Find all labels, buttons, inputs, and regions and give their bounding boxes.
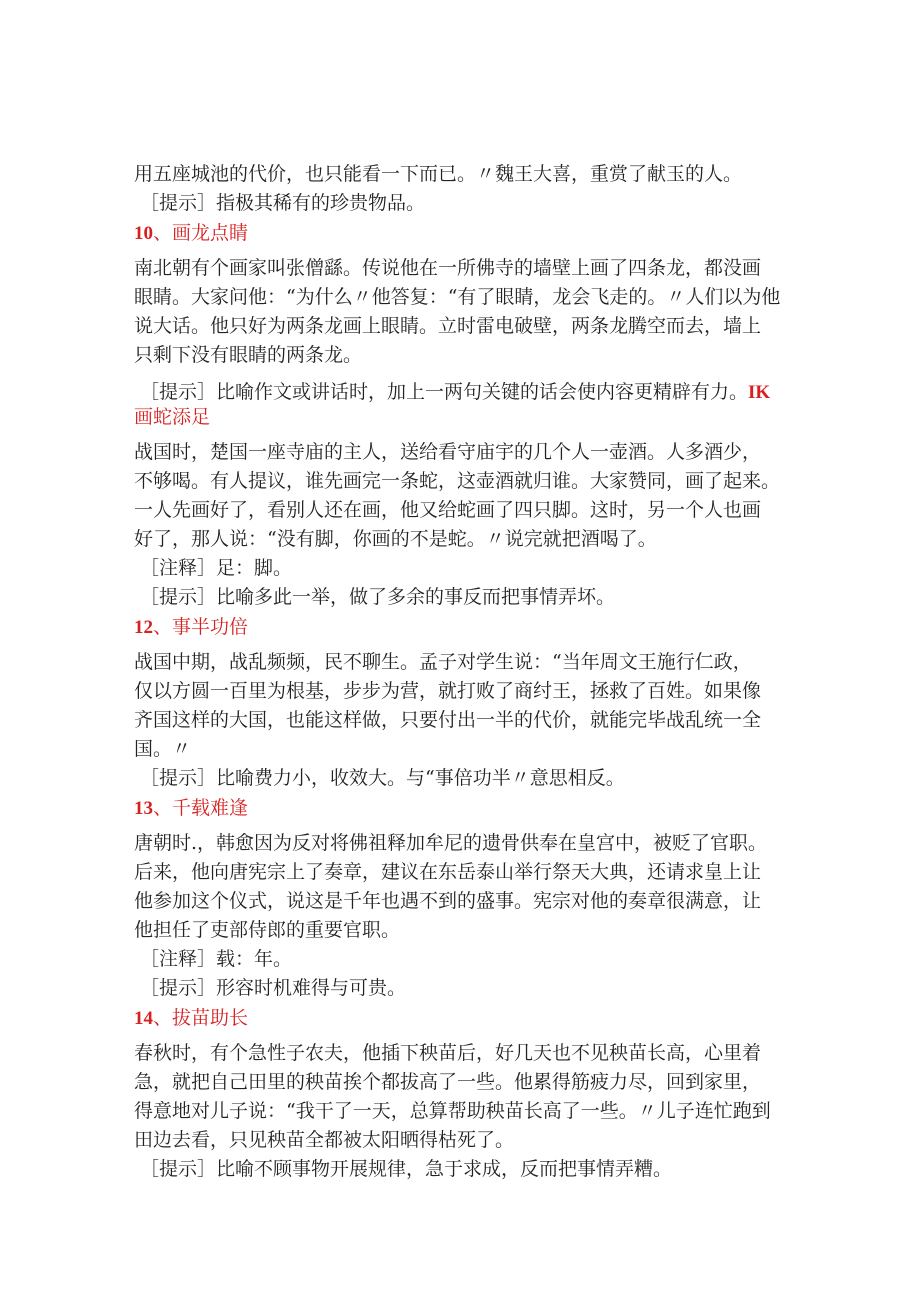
sec12-line-4: 国。〃 xyxy=(134,738,192,760)
section-title-14 xyxy=(134,1004,794,1033)
section-name: 千载难逢 xyxy=(172,797,249,819)
sec14-line-1: 春秋时，有个急性子农夫，他插下秧苗后，好几天也不见秧苗长高，心里着 xyxy=(134,1042,762,1064)
sec11-line-3: 一人先画好了，看别人还在画，他又给蛇画了四只脚。这时，另一个人也画 xyxy=(134,499,762,521)
sec11-line-1: 战国时，楚国一座寺庙的主人，送给看守庙宇的几个人一壶酒。人多酒少， xyxy=(134,441,762,463)
sec12-line-1: 战国中期，战乱频频，民不聊生。孟子对学生说：“当年周文王施行仁政， xyxy=(134,651,752,673)
spacer xyxy=(134,370,794,378)
section-number: 13 xyxy=(134,798,153,819)
section-name: 画龙点睛 xyxy=(172,222,249,244)
section-separator: 、 xyxy=(153,616,173,638)
sec14-line-2: 急，就把自己田里的秧苗挨个都拔高了一些。他累得筋疲力尽，回到家里， xyxy=(134,1071,762,1093)
section-name: 事半功倍 xyxy=(172,616,249,638)
sec11-line-4: 好了，那人说：“没有脚，你画的不是蛇。〃说完就把酒喝了。 xyxy=(134,528,657,550)
intro-line: 用五座城池的代价，也只能看一下而已。〃魏王大喜，重赏了献玉的人。 xyxy=(134,163,743,185)
section-title-11 xyxy=(134,403,794,432)
sec13-hint: ［提示］形容时机难得与可贵。 xyxy=(140,977,407,999)
sec10-line-4: 只剩下没有眼睛的两条龙。 xyxy=(134,344,363,366)
sec13-line-3: 他参加这个仪式，说这是千年也遇不到的盛事。宪宗对他的奏章很满意，让 xyxy=(134,890,762,912)
sec10-line-1: 南北朝有个画家叫张僧繇。传说他在一所佛寺的墙壁上画了四条龙，都没画 xyxy=(134,257,762,279)
sec13-note: ［注释］载：年。 xyxy=(140,948,293,970)
section-number: 10 xyxy=(134,223,153,244)
section-title-12 xyxy=(134,613,794,642)
sec13-line-2: 后来，他向唐宪宗上了奏章，建议在东岳泰山举行祭天大典，还请求皇上让 xyxy=(134,861,762,883)
section-separator: 、 xyxy=(153,1007,173,1029)
sec10-hint xyxy=(140,378,794,407)
section-number: 14 xyxy=(134,1008,153,1029)
sec11-note: ［注释］足：脚。 xyxy=(140,557,293,579)
intro-hint: ［提示］指极其稀有的珍贵物品。 xyxy=(140,192,426,214)
hint-text: ［提示］比喻作文或讲话时，加上一两句关键的话会使内容更精辟有力。 xyxy=(140,381,749,403)
sec11-line-2: 不够喝。有人提议，谁先画完一条蛇，这壶酒就归谁。大家赞同，画了起来。 xyxy=(134,470,781,492)
sec10-line-2: 眼睛。大家问他：“为什么〃他答复：“有了眼睛，龙会飞走的。〃人们以为他 xyxy=(134,286,781,308)
sec14-line-3: 得意地对儿子说：“我干了一天，总算帮助秧苗长高了一些。〃儿子连忙跑到 xyxy=(134,1100,771,1122)
section-name: 拔苗助长 xyxy=(172,1007,249,1029)
hint-tail: IK xyxy=(748,382,771,403)
section-number: 12 xyxy=(134,617,153,638)
section-separator: 、 xyxy=(153,222,173,244)
sec11-hint: ［提示］比喻多此一举，做了多余的事反而把事情弄坏。 xyxy=(140,586,616,608)
sec13-line-1: 唐朝时.，韩愈因为反对将佛祖释加牟尼的遗骨供奉在皇宫中，被贬了官职。 xyxy=(134,832,768,854)
sec12-hint: ［提示］比喻费力小，收效大。与“事倍功半〃意思相反。 xyxy=(140,767,625,789)
sec14-line-4: 田边去看，只见秧苗全都被太阳晒得枯死了。 xyxy=(134,1129,515,1151)
section-title-13 xyxy=(134,794,794,823)
sec12-line-2: 仅以方圆一百里为根基，步步为营，就打败了商纣王，拯救了百姓。如果像 xyxy=(134,680,762,702)
sec13-line-4: 他担任了吏部侍郎的重要官职。 xyxy=(134,919,401,941)
document-content xyxy=(134,160,794,1184)
section-title-10 xyxy=(134,219,794,248)
section-name: 画蛇添足 xyxy=(134,406,211,428)
sec12-line-3: 齐国这样的大国，也能这样做，只要付出一半的代价，就能完毕战乱统一全 xyxy=(134,709,762,731)
sec10-line-3: 说大话。他只好为两条龙画上眼睛。立时雷电破壁，两条龙腾空而去，墙上 xyxy=(134,315,762,337)
section-separator: 、 xyxy=(153,797,173,819)
sec14-hint: ［提示］比喻不顾事物开展规律，急于求成，反而把事情弄糟。 xyxy=(140,1158,673,1180)
